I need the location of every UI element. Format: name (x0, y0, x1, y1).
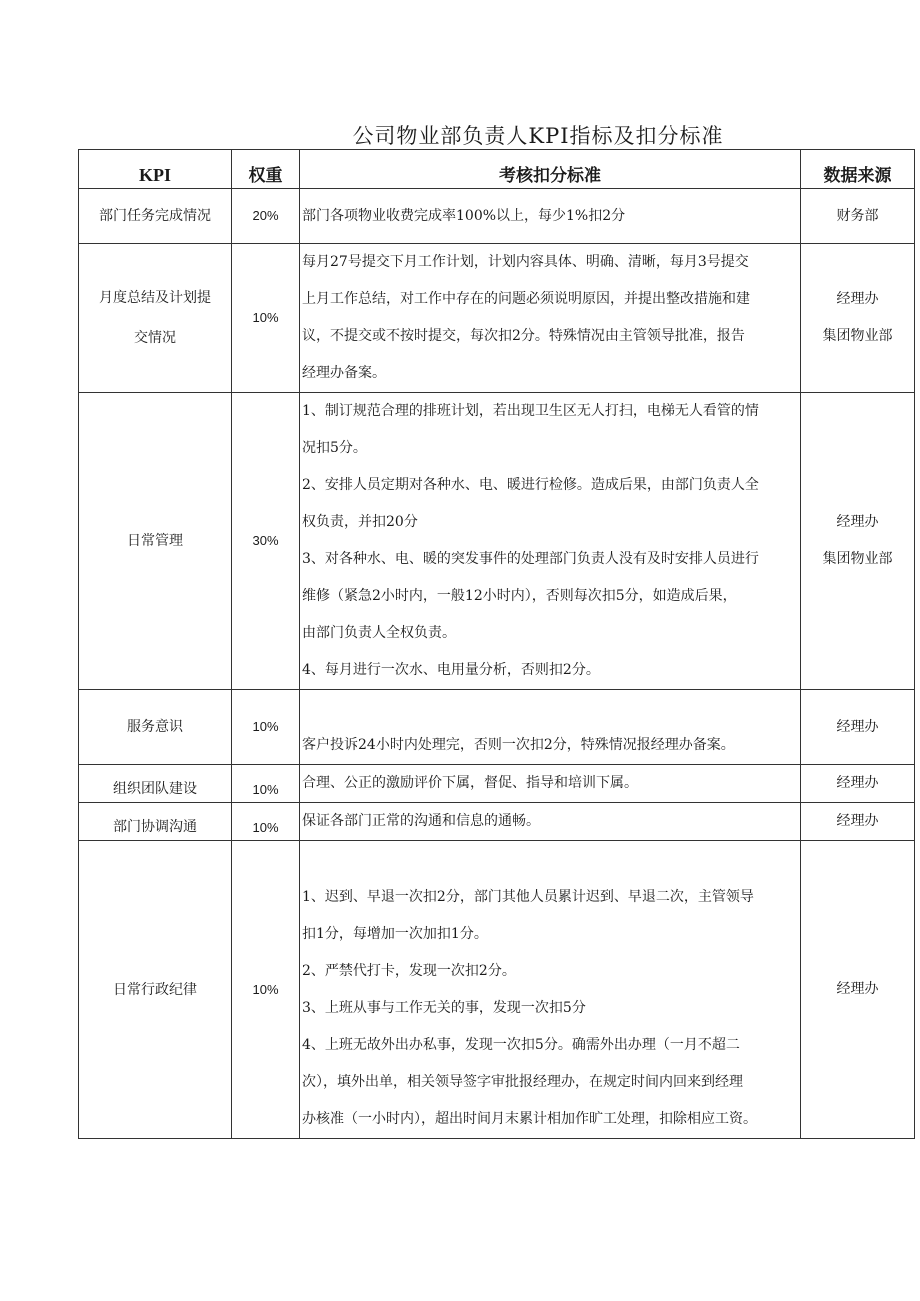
standard-line: 由部门负责人全权负责。 (302, 625, 456, 641)
kpi-name: 月度总结及计划提交情况 (79, 244, 232, 393)
kpi-weight: 10% (232, 765, 300, 803)
kpi-weight: 20% (232, 189, 300, 244)
source-line: 财务部 (836, 207, 879, 224)
source-line: 经理办 (836, 775, 879, 791)
kpi-standard (300, 189, 801, 244)
kpi-source (801, 393, 915, 690)
kpi-standard (300, 244, 801, 393)
standard-line: 1、迟到、早退一次扣2分，部门其他人员累计迟到、早退二次，主管领导 (302, 889, 754, 905)
standard-line: 每月27号提交下月工作计划，计划内容具体、明确、清晰，每月3号提交 (302, 254, 749, 270)
standard-line: 合理、公正的激励评价下属，督促、指导和培训下属。 (302, 775, 638, 791)
kpi-weight: 10% (232, 690, 300, 765)
kpi-weight: 10% (232, 244, 300, 393)
standard-line: 上月工作总结，对工作中存在的问题必须说明原因，并提出整改措施和建 (302, 291, 750, 307)
standard-line: 1、制订规范合理的排班计划，若出现卫生区无人打扫，电梯无人看管的情 (302, 403, 759, 419)
source-line: 经理办 (836, 514, 879, 530)
standard-line: 保证各部门正常的沟通和信息的通畅。 (302, 813, 540, 829)
kpi-table (78, 149, 915, 1139)
kpi-name: 服务意识 (79, 690, 232, 765)
standard-line: 2、安排人员定期对各种水、电、暖进行检修。造成后果，由部门负责人全 (302, 477, 759, 493)
standard-line: 客户投诉24小时内处理完，否则一次扣2分，特殊情况报经理办备案。 (302, 737, 735, 753)
kpi-weight: 30% (232, 393, 300, 690)
kpi-name: 日常管理 (79, 393, 232, 690)
source-line: 集团物业部 (822, 328, 893, 344)
source-line: 经理办 (836, 291, 879, 307)
kpi-source (801, 189, 915, 244)
table-row (79, 690, 915, 765)
standard-line: 维修（紧急2小时内，一般12小时内），否则每次扣5分，如造成后果， (302, 588, 737, 604)
standard-line: 议，不提交或不按时提交，每次扣2分。特殊情况由主管领导批准，报告 (302, 328, 745, 344)
kpi-standard (300, 803, 801, 841)
source-line: 经理办 (836, 718, 879, 735)
kpi-name: 日常行政纪律 (79, 841, 232, 1139)
standard-line: 部门各项物业收费完成率100%以上，每少1%扣2分 (302, 207, 626, 224)
standard-line: 次），填外出单，相关领导签字审批报经理办，在规定时间内回来到经理 (302, 1074, 743, 1090)
standard-line: 权负责，并扣20分 (302, 514, 418, 530)
standard-line: 经理办备案。 (302, 365, 386, 381)
table-row (79, 189, 915, 244)
header-weight: 权重 (232, 150, 300, 189)
table-header-row (79, 150, 915, 189)
kpi-standard (300, 765, 801, 803)
source-line: 集团物业部 (822, 551, 893, 567)
standard-line: 扣1分，每增加一次加扣1分。 (302, 926, 488, 942)
document-title: 公司物业部负责人KPI指标及扣分标准 (352, 124, 724, 148)
header-standard: 考核扣分标准 (300, 150, 801, 189)
table-body (79, 189, 915, 1139)
standard-line: 办核准（一小时内），超出时间月末累计相加作旷工处理，扣除相应工资。 (302, 1111, 757, 1127)
kpi-name: 组织团队建设 (79, 765, 232, 803)
kpi-source (801, 244, 915, 393)
standard-line: 况扣5分。 (302, 440, 367, 456)
kpi-source (801, 803, 915, 841)
kpi-standard (300, 841, 801, 1139)
kpi-source (801, 765, 915, 803)
table-row (79, 841, 915, 1139)
standard-line: 4、每月进行一次水、电用量分析，否则扣2分。 (302, 662, 600, 678)
standard-line: 3、上班从事与工作无关的事，发现一次扣5分 (302, 1000, 586, 1016)
source-line: 经理办 (836, 981, 879, 997)
kpi-weight: 10% (232, 803, 300, 841)
table-row (79, 244, 915, 393)
header-kpi: KPI (79, 150, 232, 189)
table-row (79, 393, 915, 690)
standard-line: 2、严禁代打卡，发现一次扣2分。 (302, 963, 516, 979)
standard-line: 4、上班无故外出办私事，发现一次扣5分。确需外出办理（一月不超二 (302, 1037, 740, 1053)
table-row (79, 803, 915, 841)
standard-line: 3、对各种水、电、暖的突发事件的处理部门负责人没有及时安排人员进行 (302, 551, 759, 567)
header-source: 数据来源 (801, 150, 915, 189)
table-row (79, 765, 915, 803)
kpi-source (801, 690, 915, 765)
kpi-standard (300, 393, 801, 690)
kpi-weight: 10% (232, 841, 300, 1139)
kpi-source (801, 841, 915, 1139)
source-line: 经理办 (836, 813, 879, 829)
kpi-name: 部门协调沟通 (79, 803, 232, 841)
kpi-standard (300, 690, 801, 765)
kpi-name: 部门任务完成情况 (79, 189, 232, 244)
